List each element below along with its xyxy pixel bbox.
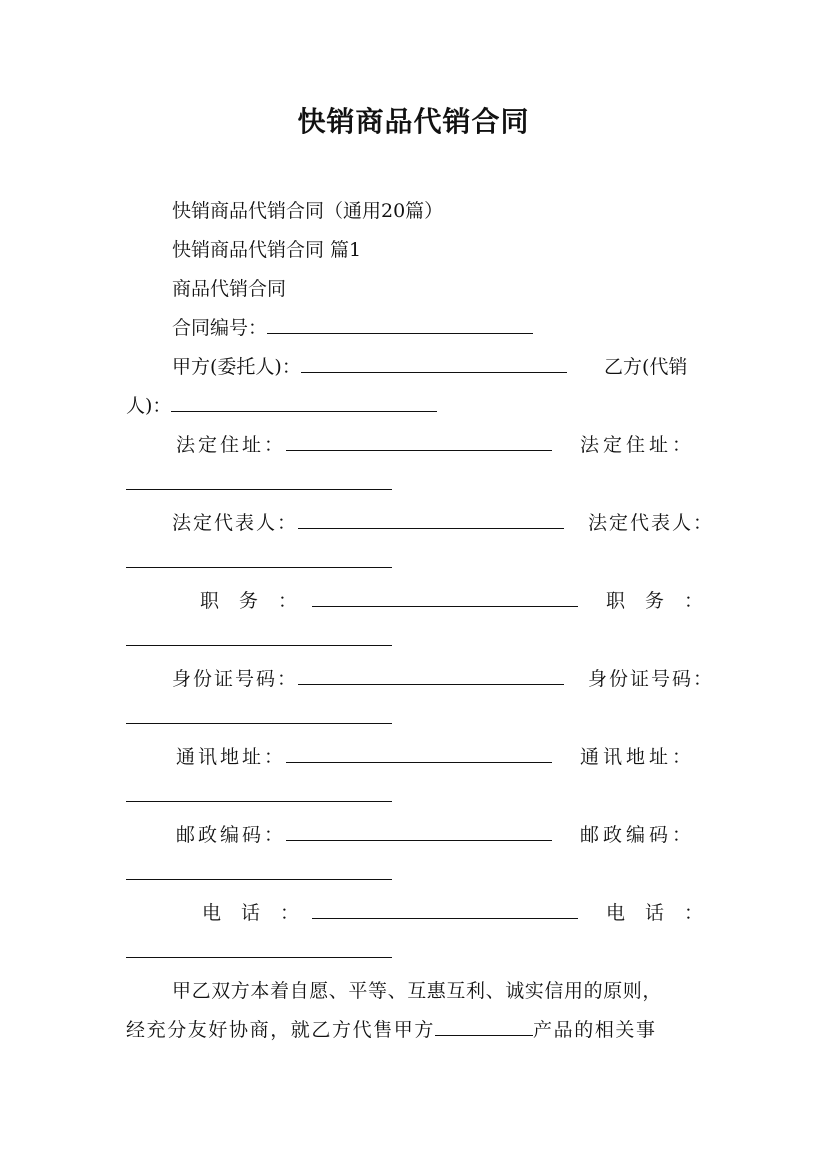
party-b-address-blank <box>126 473 392 490</box>
party-b-representative-label: 法定代表人： <box>588 512 715 534</box>
party-a-row <box>172 355 567 379</box>
party-b-address-label: 法定住址： <box>580 434 696 456</box>
party-a-address-label: 法定住址： <box>176 434 287 456</box>
party-a-label: 甲方(委托人)： <box>172 356 301 378</box>
party-a-representative-row <box>172 511 564 535</box>
body-line-2 <box>126 1018 657 1042</box>
party-a-representative-blank <box>298 512 564 529</box>
party-a-id-label: 身份证号码： <box>172 668 299 690</box>
party-a-blank <box>301 356 567 373</box>
party-b-blank <box>171 395 437 412</box>
party-b-representative-blank <box>126 551 392 568</box>
party-a-postal-label: 邮政编码： <box>176 824 287 846</box>
party-a-phone-row <box>312 901 578 925</box>
party-b-id-label: 身份证号码： <box>588 668 715 690</box>
party-b-address-row <box>126 472 392 496</box>
document-title: 快销商品代销合同 <box>297 105 530 138</box>
party-a-representative-label: 法定代表人： <box>172 512 299 534</box>
party-a-mailing-blank <box>286 746 552 763</box>
party-a-address-blank <box>286 434 552 451</box>
party-a-phone-blank <box>312 902 578 919</box>
party-b-position-label: 职务： <box>606 590 724 612</box>
contract-number-label: 合同编号： <box>172 317 268 339</box>
body-line-2-end: 产品的相关事 <box>533 1019 657 1041</box>
party-b-position-blank <box>126 629 392 646</box>
party-b-postal-blank <box>126 863 392 880</box>
contract-number-blank <box>267 317 533 334</box>
body-line-1: 甲乙双方本着自愿、平等、互惠互利、诚实信用的原则， <box>172 980 663 1002</box>
party-a-mailing-label: 通讯地址： <box>176 746 287 768</box>
party-b-phone-blank <box>126 941 392 958</box>
party-a-position-label: 职务： <box>200 590 318 612</box>
party-b-id-blank <box>126 707 392 724</box>
party-b-mailing-label: 通讯地址： <box>580 746 696 768</box>
party-b-id-row <box>126 706 392 730</box>
party-b-representative-row <box>126 550 392 574</box>
party-a-id-row <box>172 667 564 691</box>
party-b-mailing-blank <box>126 785 392 802</box>
party-a-position-row <box>312 589 578 613</box>
party-b-postal-row <box>126 862 392 886</box>
party-a-postal-row <box>176 823 552 847</box>
contract-number-row <box>172 316 533 340</box>
party-a-id-blank <box>298 668 564 685</box>
party-b-row <box>126 394 437 418</box>
party-b-label-end: 人)： <box>126 395 172 417</box>
party-b-postal-label: 邮政编码： <box>580 824 696 846</box>
party-b-phone-row <box>126 940 392 964</box>
party-a-address-row <box>176 433 552 457</box>
party-b-phone-label: 电话： <box>606 902 724 924</box>
party-a-phone-label: 电话： <box>202 902 320 924</box>
intro-line: 快销商品代销合同（通用20篇） <box>172 200 444 222</box>
section-heading: 快销商品代销合同 篇1 <box>172 239 362 261</box>
party-a-mailing-row <box>176 745 552 769</box>
contract-name: 商品代销合同 <box>172 278 287 300</box>
party-b-mailing-row <box>126 784 392 808</box>
party-a-position-blank <box>312 590 578 607</box>
party-a-postal-blank <box>286 824 552 841</box>
product-blank <box>435 1019 533 1036</box>
party-b-position-row <box>126 628 392 652</box>
party-b-label-start: 乙方(代销 <box>604 356 688 378</box>
body-line-2-start: 经充分友好协商，就乙方代售甲方 <box>126 1019 436 1041</box>
